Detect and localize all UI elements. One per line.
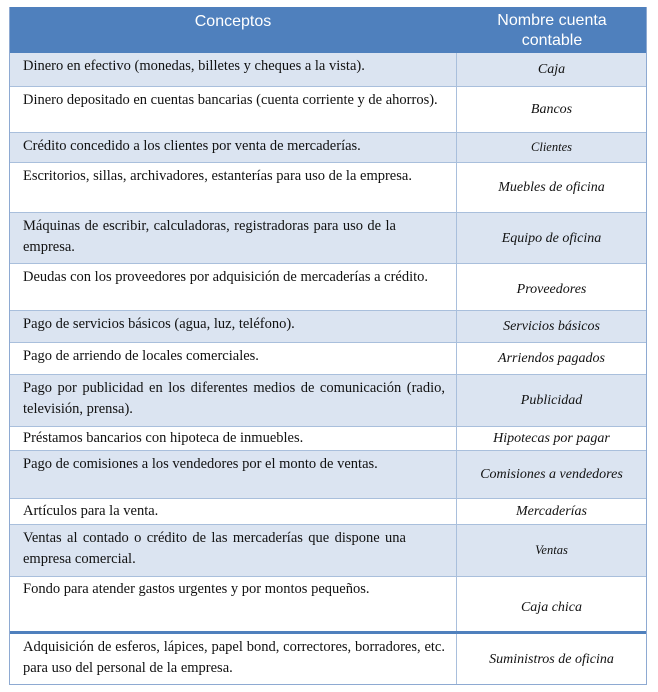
table-row xyxy=(10,525,646,577)
concept-cell: Préstamos bancarios con hipoteca de inmuebles. xyxy=(23,430,304,446)
concept-cell: Máquinas de escribir, calculadoras, registradoras para uso de la empresa. xyxy=(23,218,396,255)
account-cell: Publicidad xyxy=(456,375,646,426)
concept-cell: Pago por publicidad en los diferentes medios de comunicación (radio, televisión, prensa). xyxy=(23,380,445,417)
table-row xyxy=(10,451,646,499)
table-row xyxy=(10,427,646,451)
table-row xyxy=(10,634,646,685)
table-row xyxy=(10,311,646,343)
account-cell: Clientes xyxy=(456,133,646,162)
account-cell: Suministros de oficina xyxy=(456,634,646,685)
table-row xyxy=(10,264,646,311)
table-row xyxy=(10,577,646,631)
table-bottom-border xyxy=(10,684,646,685)
concept-cell: Pago de servicios básicos (agua, luz, teléfono). xyxy=(23,316,295,332)
table-row xyxy=(10,163,646,213)
concept-cell: Pago de comisiones a los vendedores por el monto de ventas. xyxy=(23,456,378,472)
account-cell: Caja xyxy=(456,53,646,86)
header-account-line1: Nombre cuenta xyxy=(497,12,607,29)
accounts-table xyxy=(9,7,647,685)
concept-cell: Crédito concedido a los clientes por venta de mercaderías. xyxy=(23,138,361,154)
account-cell: Ventas xyxy=(456,525,646,576)
concept-cell: Dinero en efectivo (monedas, billetes y cheques a la vista). xyxy=(23,58,365,74)
concept-cell: Deudas con los proveedores por adquisición de mercaderías a crédito. xyxy=(23,269,429,285)
concept-cell: Fondo para atender gastos urgentes y por montos pequeños. xyxy=(23,581,370,597)
table-row xyxy=(10,213,646,264)
concept-cell: Pago de arriendo de locales comerciales. xyxy=(23,348,259,364)
table-row xyxy=(10,499,646,525)
account-cell: Muebles de oficina xyxy=(456,163,646,212)
account-cell: Proveedores xyxy=(456,264,646,310)
account-cell: Bancos xyxy=(456,87,646,132)
concept-cell: Escritorios, sillas, archivadores, estanterías para uso de la empresa. xyxy=(23,168,412,184)
table-row xyxy=(10,133,646,163)
table-header xyxy=(10,7,646,53)
table-row xyxy=(10,87,646,133)
concept-cell: Artículos para la venta. xyxy=(23,503,159,519)
account-cell: Arriendos pagados xyxy=(456,343,646,374)
header-account-name xyxy=(456,11,648,51)
account-cell: Mercaderías xyxy=(456,499,646,524)
account-cell: Hipotecas por pagar xyxy=(456,427,646,450)
concept-cell: Ventas al contado o crédito de las mercaderías que dispone una empresa comercial. xyxy=(23,530,406,567)
account-cell: Caja chica xyxy=(456,577,646,631)
table-row xyxy=(10,53,646,87)
account-cell: Servicios básicos xyxy=(456,311,646,342)
account-cell: Comisiones a vendedores xyxy=(456,451,646,498)
header-account-line2: contable xyxy=(521,32,583,49)
header-concepts: Conceptos xyxy=(194,13,272,30)
table-row xyxy=(10,375,646,427)
table-row xyxy=(10,343,646,375)
account-cell: Equipo de oficina xyxy=(456,213,646,263)
concept-cell: Adquisición de esferos, lápices, papel bond, correctores, borradores, etc. para uso del personal de la empresa. xyxy=(23,639,445,676)
concept-cell: Dinero depositado en cuentas bancarias (cuenta corriente y de ahorros). xyxy=(23,92,438,108)
